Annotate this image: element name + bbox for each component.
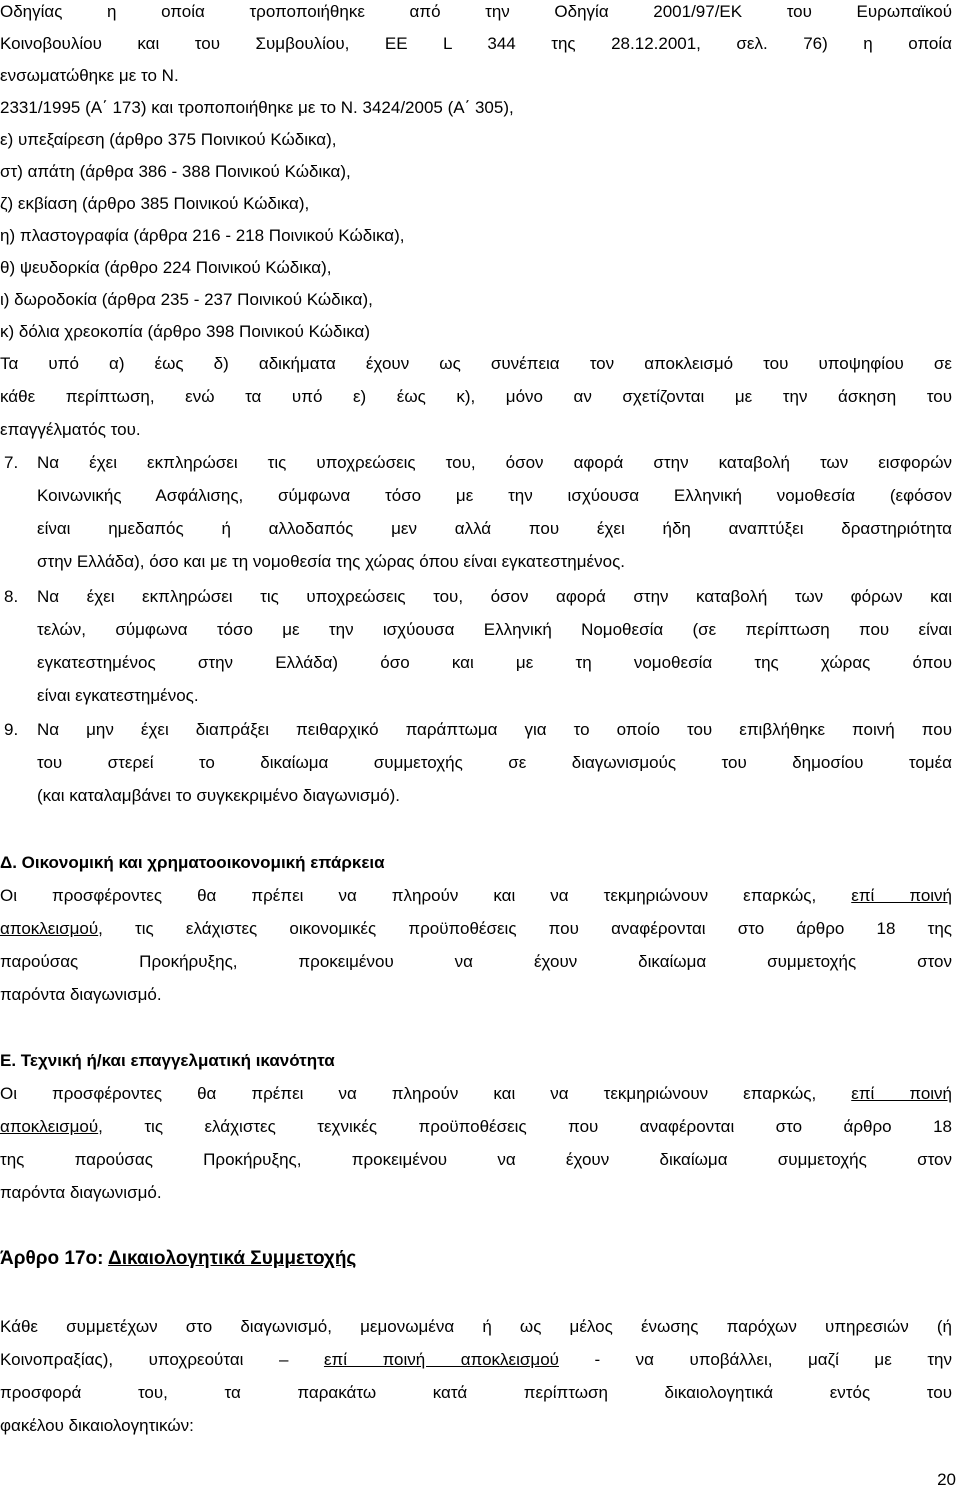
section-e-line-4: παρόντα διαγωνισμό. bbox=[0, 1183, 162, 1202]
intro-line-4: 2331/1995 (Α΄ 173) και τροποποιήθηκε με το Ν. 3424/2005 (Α΄ 305), bbox=[0, 98, 514, 117]
article-17-text: Κοινοπραξίας), υποχρεούται – bbox=[0, 1350, 324, 1369]
consequence-line-1: Τα υπό α) έως δ) αδικήματα έχουν ως συνέπεια τον αποκλεισμό του υποψηφίου σε bbox=[0, 354, 952, 373]
offence-item: η) πλαστογραφία (άρθρα 216 - 218 Ποινικού Κώδικα), bbox=[0, 226, 405, 245]
section-d-heading: Δ. Οικονομική και χρηματοοικονομική επάρκεια bbox=[0, 853, 385, 872]
item-7-number: 7. bbox=[4, 453, 19, 472]
article-17-heading-title: Δικαιολογητικά Συμμετοχής bbox=[108, 1248, 357, 1269]
intro-line-3: ενσωματώθηκε με το Ν. bbox=[0, 66, 179, 85]
section-e-line-2 bbox=[0, 1115, 952, 1139]
section-e-heading: Ε. Τεχνική ή/και επαγγελματική ικανότητα bbox=[0, 1051, 335, 1070]
offence-item: θ) ψευδορκία (άρθρο 224 Ποινικού Κώδικα), bbox=[0, 258, 332, 277]
article-17-line-4: φακέλου δικαιολογητικών: bbox=[0, 1416, 194, 1435]
item-8-line-1: Να έχει εκπληρώσει τις υποχρεώσεις του, όσον αφορά στην καταβολή των φόρων και bbox=[37, 587, 952, 606]
section-d-line-1 bbox=[0, 884, 952, 908]
offence-item: ι) δωροδοκία (άρθρα 235 - 237 Ποινικού Κώδικα), bbox=[0, 290, 373, 309]
article-17-heading bbox=[0, 1247, 952, 1271]
article-17-line-1: Κάθε συμμετέχων στο διαγωνισμό, μεμονωμένα ή ως μέλος ένωσης παρόχων υπηρεσιών (ή bbox=[0, 1317, 952, 1336]
item-7-line-2: Κοινωνικής Ασφάλισης, σύμφωνα τόσο με την ισχύουσα Ελληνική νομοθεσία (εφόσον bbox=[37, 486, 952, 505]
consequence-line-3: επαγγέλματός του. bbox=[0, 420, 141, 439]
intro-line-2: Κοινοβουλίου και του Συμβουλίου, ΕΕ L 344 της 28.12.2001, σελ. 76) η οποία bbox=[0, 34, 952, 53]
item-7-line-4: στην Ελλάδα), όσο και με τη νομοθεσία της χώρας όπου είναι εγκατεστημένος. bbox=[37, 552, 625, 571]
offence-item: στ) απάτη (άρθρα 386 - 388 Ποινικού Κώδικα), bbox=[0, 162, 351, 181]
section-e-text: Οι προσφέροντες θα πρέπει να πληρούν και να τεκμηριώνουν επαρκώς, bbox=[0, 1084, 817, 1103]
section-d-line-2 bbox=[0, 917, 952, 941]
section-d-text: , τις ελάχιστες οικονομικές προϋποθέσεις που αναφέρονται στο άρθρο 18 της bbox=[98, 919, 952, 938]
article-17-line-2 bbox=[0, 1348, 952, 1372]
article-17-line-3: προσφορά του, τα παρακάτω κατά περίπτωση δικαιολογητικά εντός του bbox=[0, 1383, 952, 1402]
article-17-underlined-text: επί ποινή αποκλεισμού bbox=[323, 1350, 559, 1369]
item-9-line-2: του στερεί το δικαίωμα συμμετοχής σε διαγωνισμούς του δημοσίου τομέα bbox=[37, 753, 952, 772]
item-8-line-4: είναι εγκατεστημένος. bbox=[37, 686, 199, 705]
section-d-underlined-text: αποκλεισμού bbox=[0, 919, 99, 938]
item-9-number: 9. bbox=[4, 720, 19, 739]
item-9-line-3: (και καταλαμβάνει το συγκεκριμένο διαγωνισμό). bbox=[37, 786, 401, 805]
item-8-number: 8. bbox=[4, 587, 19, 606]
section-d-underlined-text: επί ποινή bbox=[851, 886, 953, 905]
section-e-line-1 bbox=[0, 1082, 952, 1106]
section-e-line-3: της παρούσας Προκήρυξης, προκειμένου να έχουν δικαίωμα συμμετοχής στον bbox=[0, 1150, 952, 1169]
section-d-line-3: παρούσας Προκήρυξης, προκειμένου να έχουν δικαίωμα συμμετοχής στον bbox=[0, 952, 952, 971]
intro-line-1: Οδηγίας η οποία τροποποιήθηκε από την Οδηγία 2001/97/ΕΚ του Ευρωπαϊκού bbox=[0, 2, 952, 21]
article-17-text: - να υποβάλλει, μαζί με την bbox=[558, 1350, 953, 1369]
consequence-line-2: κάθε περίπτωση, ενώ τα υπό ε) έως κ), μόνο αν σχετίζονται με την άσκηση του bbox=[0, 387, 952, 406]
section-e-underlined-text: επί ποινή bbox=[851, 1084, 953, 1103]
item-8-line-2: τελών, σύμφωνα τόσο με την ισχύουσα Ελληνική Νομοθεσία (σε περίπτωση που είναι bbox=[37, 620, 952, 639]
item-8-line-3: εγκατεστημένος στην Ελλάδα) όσο και με τη νομοθεσία της χώρας όπου bbox=[37, 653, 952, 672]
offence-item: ε) υπεξαίρεση (άρθρο 375 Ποινικού Κώδικα), bbox=[0, 130, 337, 149]
section-e-text: , τις ελάχιστες τεχνικές προϋποθέσεις που αναφέρονται στο άρθρο 18 bbox=[98, 1117, 952, 1136]
section-d-text: Οι προσφέροντες θα πρέπει να πληρούν και να τεκμηριώνουν επαρκώς, bbox=[0, 886, 817, 905]
section-e-underlined-text: αποκλεισμού bbox=[0, 1117, 99, 1136]
item-7-line-1: Να έχει εκπληρώσει τις υποχρεώσεις του, όσον αφορά στην καταβολή των εισφορών bbox=[37, 453, 952, 472]
section-d-line-4: παρόντα διαγωνισμό. bbox=[0, 985, 162, 1004]
article-17-heading-prefix: Άρθρο 17ο: bbox=[0, 1248, 109, 1269]
page-number: 20 bbox=[937, 1470, 956, 1489]
item-7-line-3: είναι ημεδαπός ή αλλοδαπός μεν αλλά που έχει ήδη αναπτύξει δραστηριότητα bbox=[37, 519, 952, 538]
offence-item: ζ) εκβίαση (άρθρο 385 Ποινικού Κώδικα), bbox=[0, 194, 310, 213]
item-9-line-1: Να μην έχει διαπράξει πειθαρχικό παράπτωμα για το οποίο του επιβλήθηκε ποινή που bbox=[37, 720, 952, 739]
offence-item: κ) δόλια χρεοκοπία (άρθρο 398 Ποινικού Κώδικα) bbox=[0, 322, 371, 341]
